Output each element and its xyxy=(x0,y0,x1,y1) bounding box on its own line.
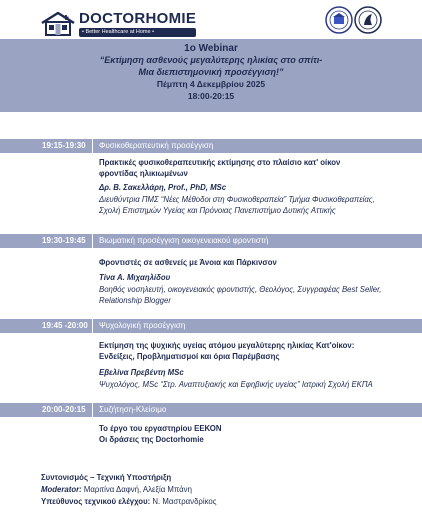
tech-line xyxy=(41,496,216,507)
speaker-affiliation: Βοηθός νοσηλευτή, οικογενειακός φροντιστής, Θεολόγος, Συγγραφέας Best Seller, xyxy=(99,285,382,294)
coordination-heading: Συντονισμός – Τεχνική Υποστήριξη xyxy=(41,473,172,482)
house-logo-icon xyxy=(40,11,76,37)
webinar-time: 18:00-20:15 xyxy=(187,91,235,101)
session-header-2 xyxy=(0,234,422,248)
session-label: Συζήτηση-Κλείσιμο xyxy=(99,405,167,414)
institution-seals xyxy=(325,6,382,34)
talk-title: Εκτίμηση της ψυχικής υγείας ατόμου μεγαλύτερης ηλικίας Κατ'οίκον: xyxy=(99,341,355,350)
webinar-subtitle-line1: “Εκτίμηση ασθενούς μεγαλύτερης ηλικίας στο σπίτι- xyxy=(99,55,323,65)
session-time: 19:30-19:45 xyxy=(42,236,86,245)
moderator-value: Μαριτίνα Δαφνή, Αλεξία Μπάνη xyxy=(83,485,192,494)
session-label: Βιωματική προσέγγιση οικογενειακού φροντιστή xyxy=(99,236,269,245)
talk-title: Πρακτικές φυσικοθεραπευτικής εκτίμησης στο πλαίσιο κατ' οίκον xyxy=(99,158,341,167)
talk-title: Φροντιστές σε ασθενείς με Άνοια και Πάρκινσον xyxy=(99,258,277,267)
tech-label: Υπεύθυνος τεχνικού ελέγχου: xyxy=(41,497,151,506)
session-divider xyxy=(92,319,93,333)
speaker-affiliation-cont: Relationship Blogger xyxy=(99,296,171,305)
session-label: Φυσικοθεραπευτική προσέγγιση xyxy=(99,141,214,150)
webinar-banner xyxy=(0,39,422,112)
moderator-label: Moderator: xyxy=(41,485,82,494)
lab-seal-icon xyxy=(354,6,382,34)
tech-value: Ν. Μαστρανδρίκος xyxy=(152,497,217,506)
closing-item: Οι δράσεις της Doctorhomie xyxy=(99,435,204,444)
webinar-subtitle-line2: Μια διεπιστημονική προσέγγιση!” xyxy=(138,67,284,77)
closing-item: Το έργο του εργαστηρίου ΕΕΚΟΝ xyxy=(99,424,222,433)
webinar-date: Πέμπτη 4 Δεκεμβρίου 2025 xyxy=(156,79,266,89)
university-seal-icon xyxy=(325,6,353,34)
session-time: 19:15-19:30 xyxy=(42,141,86,150)
logo-tagline: • Better Healthcare at Home • xyxy=(79,28,196,37)
session-divider xyxy=(92,403,93,417)
session-header-4 xyxy=(0,403,422,417)
speaker-name: Εβελίνα Πρεβέντη MSc xyxy=(99,368,184,377)
speaker-name: Δρ. Β. Σακελλάρη, Prof., PhD, MSc xyxy=(99,183,227,192)
session-divider xyxy=(92,139,93,153)
talk-title-cont: Ενδείξεις, Προβληματισμοί και όρια Παρέμβασης xyxy=(99,352,280,361)
doctorhomie-logo xyxy=(40,11,196,37)
session-time: 19:45 -20:00 xyxy=(42,321,88,330)
session-header-3 xyxy=(0,319,422,333)
speaker-affiliation: Διευθύντρια ΠΜΣ “Νέες Μέθοδοι στη Φυσικοθεραπεία” Τμήμα Φυσικοθεραπείας, xyxy=(99,195,375,204)
speaker-name: Τίνα Α. Μιχαηλίδου xyxy=(99,273,171,282)
moderator-line xyxy=(41,484,192,495)
session-label: Ψυχολογική προσέγγιση xyxy=(99,321,186,330)
speaker-affiliation: Ψυχολόγος, MSc “Στρ. Αναπτυξιακής και Εφηβικής υγείας” Ιατρική Σχολή ΕΚΠΑ xyxy=(99,380,373,389)
session-header-1 xyxy=(0,139,422,153)
speaker-affiliation-cont: Σχολή Επιστημών Υγείας και Πρόνοιας Πανεπιστήμιο Δυτικής Αττικής xyxy=(99,206,336,215)
talk-title-cont: φροντίδας ηλικιωμένων xyxy=(99,169,188,178)
session-divider xyxy=(92,234,93,248)
logo-name: DOCTORHOMIE xyxy=(79,10,197,27)
session-time: 20:00-20:15 xyxy=(42,405,86,414)
webinar-title: 1o Webinar xyxy=(184,43,238,54)
